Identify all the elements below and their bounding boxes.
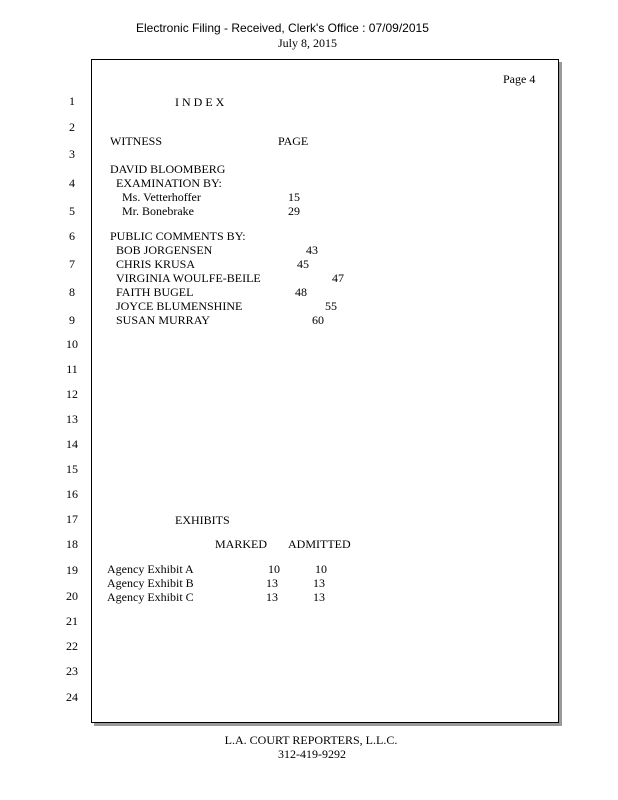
- line-number: 22: [66, 639, 78, 653]
- exhibit-name: Agency Exhibit C: [107, 590, 194, 604]
- line-number: 15: [66, 462, 78, 476]
- footer-company: L.A. COURT REPORTERS, L.L.C.: [224, 733, 398, 747]
- examiner-name: Ms. Vetterhoffer: [122, 190, 201, 204]
- page-label: Page 4: [503, 72, 536, 86]
- exhibit-marked: 13: [266, 576, 278, 590]
- line-number: 24: [66, 690, 78, 704]
- public-comments-label: PUBLIC COMMENTS BY:: [110, 229, 246, 243]
- witness-column-header: WITNESS: [110, 134, 162, 148]
- commenter-page: 55: [325, 299, 337, 313]
- commenter-name: FAITH BUGEL: [116, 285, 194, 299]
- page-column-header: PAGE: [278, 134, 309, 148]
- examiner-page: 29: [288, 204, 300, 218]
- line-number: 14: [66, 437, 78, 451]
- line-number: 2: [69, 120, 75, 134]
- exhibits-title: EXHIBITS: [175, 513, 230, 527]
- filing-stamp: Electronic Filing - Received, Clerk's Office : 07/09/2015: [136, 21, 429, 35]
- line-number: 11: [66, 362, 78, 376]
- line-number: 12: [66, 387, 78, 401]
- commenter-page: 43: [306, 243, 318, 257]
- line-number: 5: [69, 204, 75, 218]
- exhibit-admitted: 10: [315, 562, 327, 576]
- line-number: 20: [66, 589, 78, 603]
- commenter-page: 47: [332, 271, 344, 285]
- exhibit-admitted: 13: [313, 590, 325, 604]
- commenter-page: 60: [312, 313, 324, 327]
- witness-name: DAVID BLOOMBERG: [110, 162, 226, 176]
- line-number: 8: [69, 285, 75, 299]
- marked-column-header: MARKED: [215, 537, 268, 551]
- commenter-name: JOYCE BLUMENSHINE: [116, 299, 243, 313]
- examination-label: EXAMINATION BY:: [116, 176, 222, 190]
- line-number: 19: [66, 563, 78, 577]
- commenter-name: SUSAN MURRAY: [116, 313, 210, 327]
- commenter-name: VIRGINIA WOULFE-BEILE: [116, 271, 261, 285]
- footer-phone: 312-419-9292: [278, 747, 346, 761]
- exhibit-admitted: 13: [313, 576, 325, 590]
- commenter-name: CHRIS KRUSA: [116, 257, 196, 271]
- line-number: 10: [66, 337, 78, 351]
- exhibit-marked: 10: [268, 562, 280, 576]
- line-number: 18: [66, 537, 78, 551]
- line-number: 6: [69, 229, 75, 243]
- exhibit-marked: 13: [266, 590, 278, 604]
- exhibit-name: Agency Exhibit B: [107, 576, 194, 590]
- line-number: 17: [66, 512, 78, 526]
- line-number: 16: [66, 487, 78, 501]
- commenter-page: 45: [297, 257, 309, 271]
- transcript-date: July 8, 2015: [278, 36, 338, 50]
- line-number: 9: [69, 313, 75, 327]
- line-number: 3: [69, 147, 75, 161]
- line-number: 1: [69, 94, 75, 108]
- commenter-page: 48: [295, 285, 307, 299]
- line-number: 4: [69, 176, 75, 190]
- line-number: 7: [69, 257, 75, 271]
- index-title: I N D E X: [175, 95, 225, 109]
- line-number: 23: [66, 664, 78, 678]
- exhibit-name: Agency Exhibit A: [107, 562, 194, 576]
- transcript-page-frame: [91, 59, 559, 723]
- examiner-page: 15: [288, 190, 300, 204]
- admitted-column-header: ADMITTED: [288, 537, 351, 551]
- line-number: 13: [66, 412, 78, 426]
- line-number: 21: [66, 614, 78, 628]
- examiner-name: Mr. Bonebrake: [122, 204, 194, 218]
- commenter-name: BOB JORGENSEN: [116, 243, 213, 257]
